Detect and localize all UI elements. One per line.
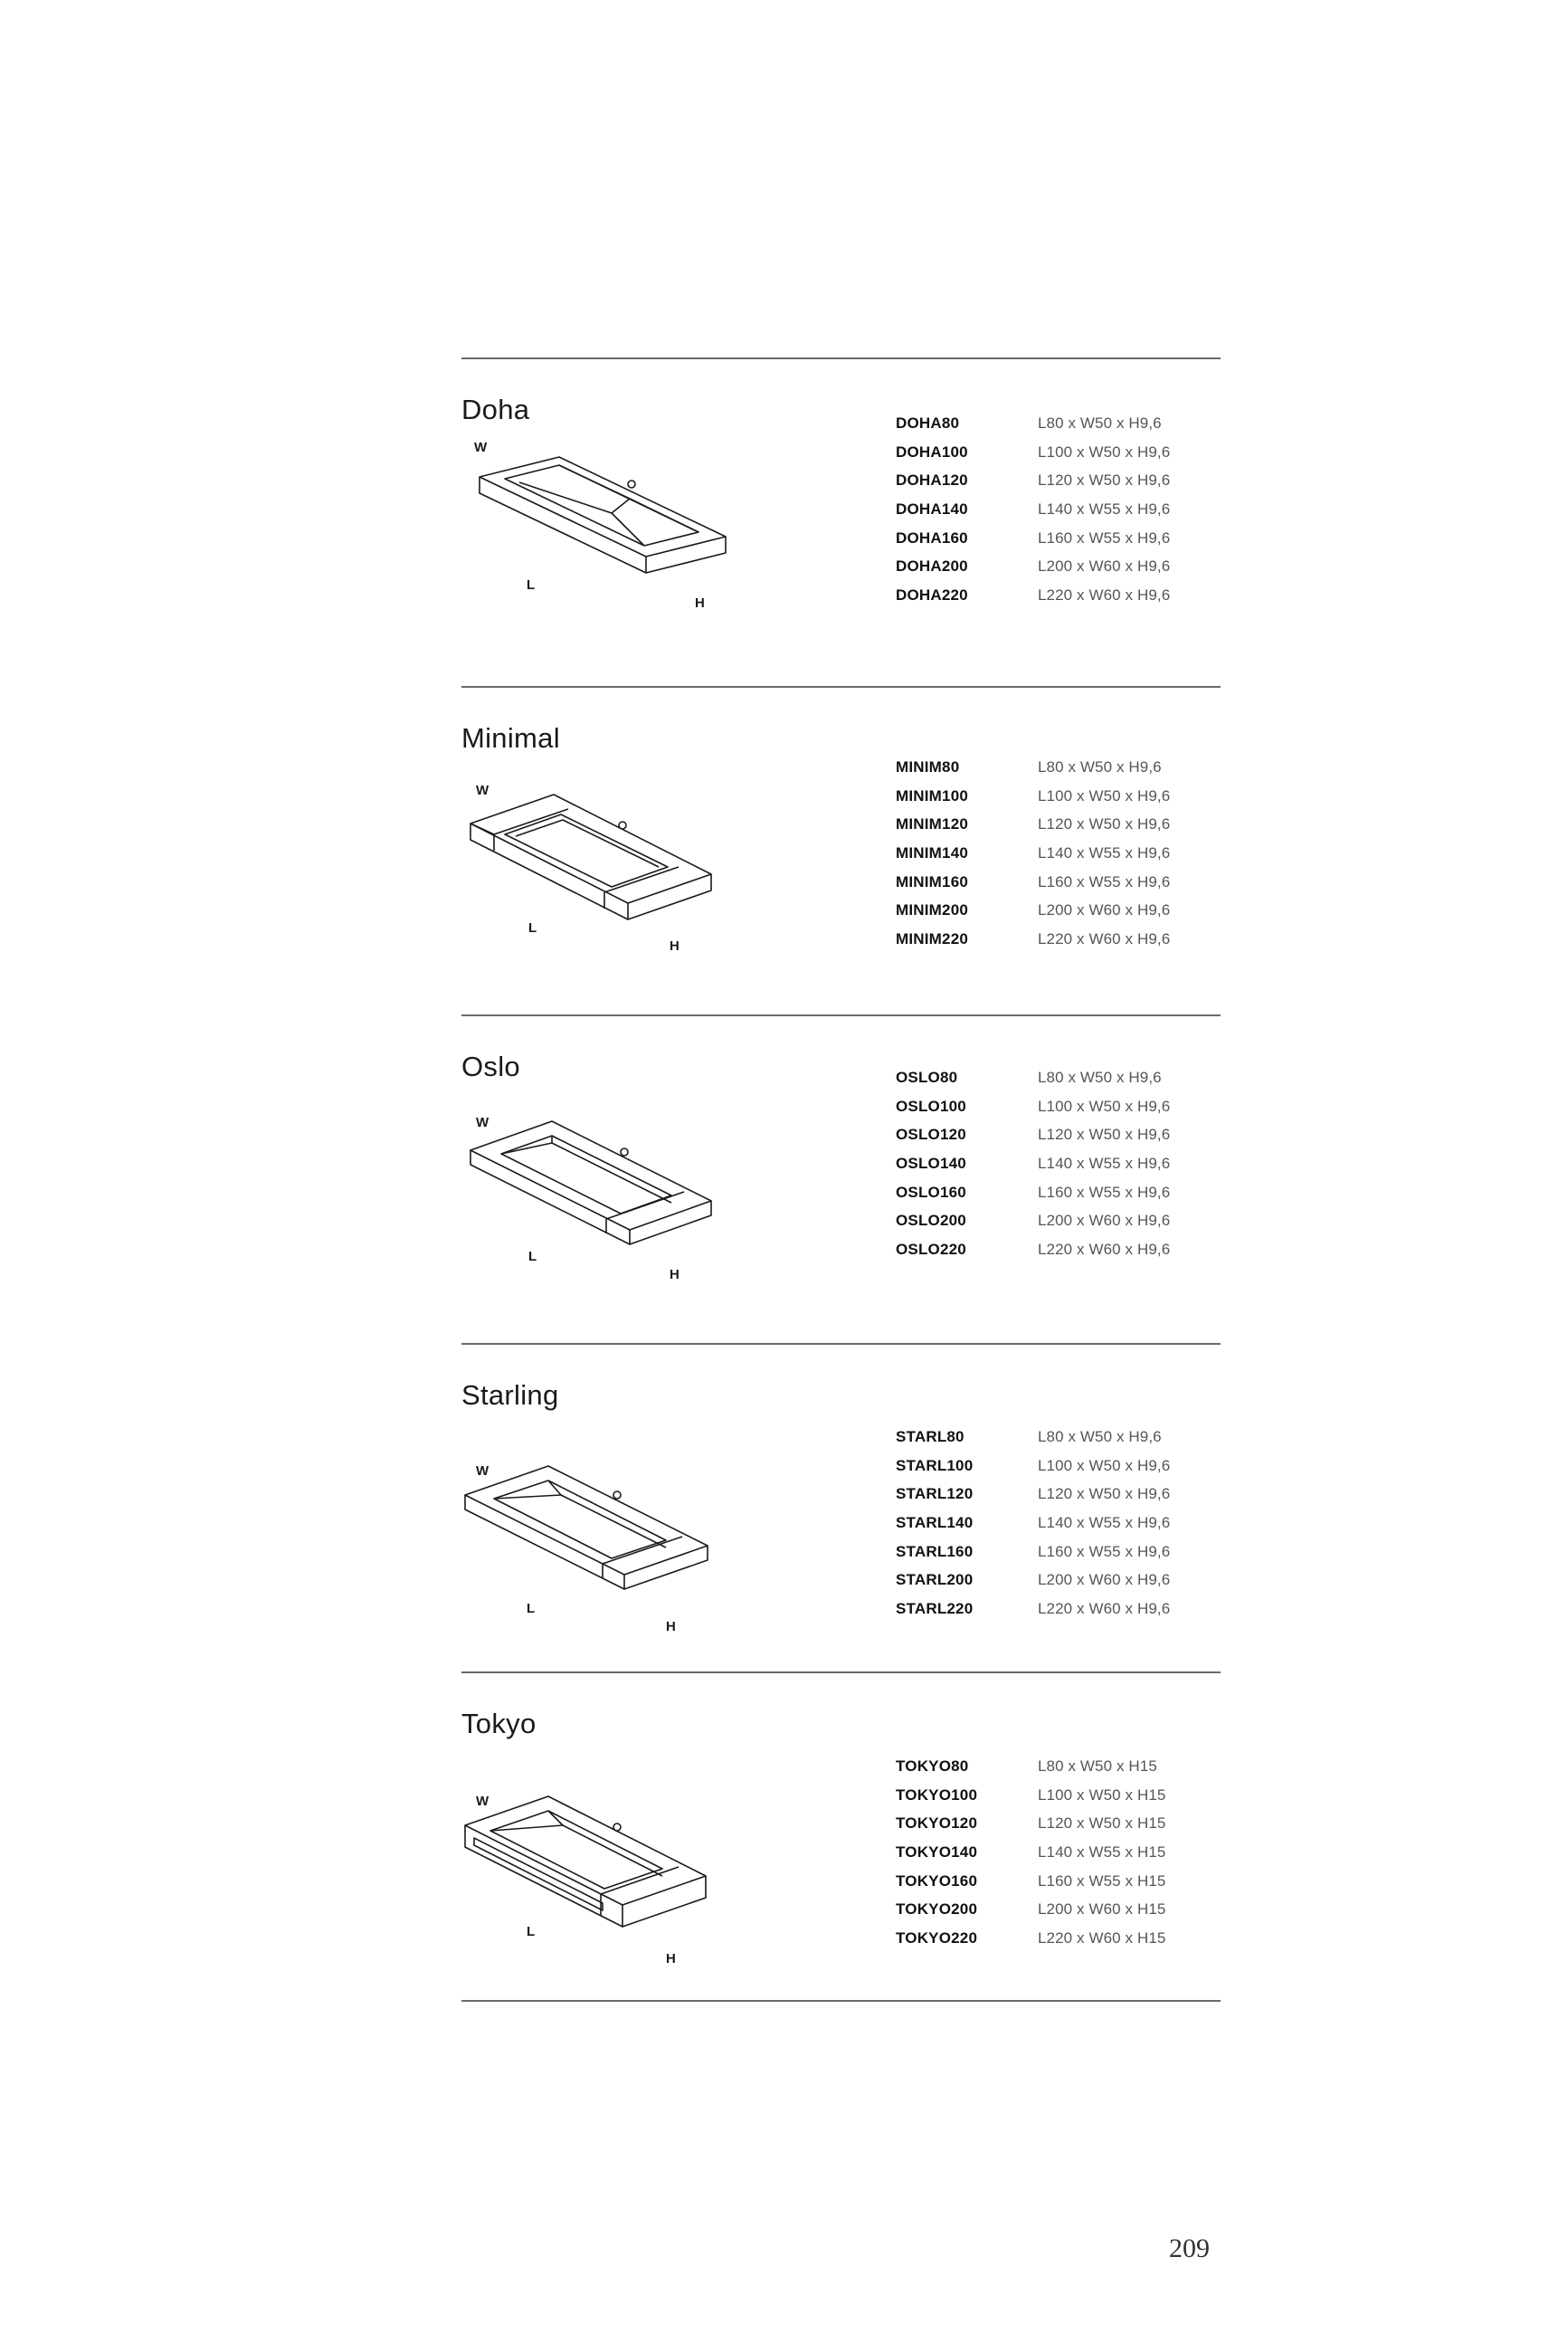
model-dimensions: L120 x W50 x H9,6: [1038, 815, 1171, 833]
model-row: [896, 1452, 1221, 1481]
starling-basin-drawing: [461, 1415, 760, 1634]
model-row: [896, 524, 1221, 553]
page-number: 209: [1169, 2233, 1210, 2263]
oslo-basin-drawing: [461, 1087, 760, 1282]
model-dimensions: L100 x W50 x H9,6: [1038, 1097, 1171, 1115]
model-dimensions: L100 x W50 x H9,6: [1038, 443, 1171, 461]
model-dimensions: L100 x W50 x H9,6: [1038, 786, 1171, 805]
doha-basin-drawing: [461, 430, 760, 620]
model-code: STARL120: [896, 1485, 974, 1503]
model-row: [896, 1120, 1221, 1149]
model-dimensions: L140 x W55 x H9,6: [1038, 843, 1171, 862]
model-code: DOHA100: [896, 443, 968, 461]
minimal-basin-drawing: [461, 758, 760, 954]
width-label: W: [476, 1794, 489, 1809]
model-list: [896, 1063, 1221, 1264]
model-list: [896, 409, 1221, 610]
model-code: STARL160: [896, 1542, 974, 1560]
model-code: STARL220: [896, 1599, 974, 1617]
section-divider: [461, 2000, 1221, 2002]
length-label: L: [528, 920, 537, 936]
model-row: [896, 1595, 1221, 1624]
model-code: OSLO100: [896, 1097, 966, 1115]
model-dimensions: L100 x W50 x H9,6: [1038, 1456, 1171, 1474]
model-row: [896, 1178, 1221, 1207]
model-dimensions: L140 x W55 x H9,6: [1038, 1154, 1171, 1172]
height-label: H: [670, 1267, 679, 1282]
length-label: L: [527, 1601, 536, 1616]
model-row: [896, 1235, 1221, 1264]
model-code: STARL80: [896, 1427, 965, 1445]
model-code: MINIM140: [896, 843, 969, 862]
model-row: [896, 925, 1221, 954]
model-row: [896, 1509, 1221, 1538]
width-label: W: [476, 1463, 489, 1479]
model-code: OSLO140: [896, 1154, 966, 1172]
model-code: MINIM80: [896, 757, 960, 776]
model-row: [896, 1781, 1221, 1810]
model-dimensions: L160 x W55 x H9,6: [1038, 528, 1171, 547]
model-dimensions: L220 x W60 x H9,6: [1038, 1240, 1171, 1258]
model-dimensions: L80 x W50 x H9,6: [1038, 757, 1162, 776]
model-code: STARL140: [896, 1513, 974, 1531]
model-code: OSLO120: [896, 1126, 966, 1144]
length-label: L: [528, 1249, 537, 1264]
width-label: W: [476, 783, 489, 798]
model-row: [896, 1149, 1221, 1178]
model-row: [896, 1809, 1221, 1838]
model-row: [896, 1538, 1221, 1566]
model-row: [896, 1206, 1221, 1235]
model-row: [896, 753, 1221, 782]
model-row: [896, 1838, 1221, 1867]
model-dimensions: L200 x W60 x H9,6: [1038, 1212, 1171, 1230]
model-dimensions: L160 x W55 x H9,6: [1038, 1542, 1171, 1560]
model-row: [896, 1895, 1221, 1924]
model-row: [896, 839, 1221, 868]
model-dimensions: L200 x W60 x H9,6: [1038, 901, 1171, 919]
model-code: MINIM220: [896, 929, 969, 947]
model-list: [896, 1752, 1221, 1953]
model-row: [896, 1480, 1221, 1509]
product-title: Doha: [461, 394, 530, 425]
width-label: W: [476, 1115, 489, 1130]
product-section-doha: [461, 357, 1221, 685]
product-title: Starling: [461, 1379, 559, 1411]
model-code: TOKYO100: [896, 1785, 978, 1804]
model-code: TOKYO220: [896, 1928, 978, 1947]
model-dimensions: L120 x W50 x H9,6: [1038, 1126, 1171, 1144]
model-row: [896, 868, 1221, 897]
model-code: TOKYO140: [896, 1843, 978, 1861]
model-code: OSLO200: [896, 1212, 966, 1230]
model-code: MINIM200: [896, 901, 969, 919]
model-row: [896, 1092, 1221, 1121]
model-row: [896, 409, 1221, 438]
model-code: OSLO80: [896, 1068, 958, 1086]
model-code: OSLO160: [896, 1183, 966, 1201]
height-label: H: [695, 595, 705, 611]
product-section-minimal: [461, 686, 1221, 1014]
model-dimensions: L80 x W50 x H9,6: [1038, 1068, 1162, 1086]
model-dimensions: L80 x W50 x H9,6: [1038, 1427, 1162, 1445]
product-title: Minimal: [461, 722, 560, 754]
width-label: W: [474, 440, 488, 455]
model-dimensions: L80 x W50 x H15: [1038, 1757, 1157, 1775]
model-code: TOKYO200: [896, 1900, 978, 1919]
model-row: [896, 552, 1221, 581]
model-list: [896, 1423, 1221, 1624]
model-row: [896, 1063, 1221, 1092]
model-row: [896, 1924, 1221, 1953]
model-row: [896, 1867, 1221, 1896]
model-dimensions: L200 x W60 x H9,6: [1038, 1571, 1171, 1589]
height-label: H: [666, 1619, 676, 1634]
model-dimensions: L160 x W55 x H9,6: [1038, 1183, 1171, 1201]
model-row: [896, 1423, 1221, 1452]
model-dimensions: L140 x W55 x H15: [1038, 1843, 1166, 1861]
model-code: TOKYO120: [896, 1814, 978, 1833]
model-code: STARL100: [896, 1456, 974, 1474]
model-row: [896, 581, 1221, 610]
product-section-oslo: [461, 1014, 1221, 1342]
model-code: TOKYO80: [896, 1757, 969, 1775]
model-code: DOHA160: [896, 528, 968, 547]
model-row: [896, 495, 1221, 524]
model-dimensions: L200 x W60 x H9,6: [1038, 557, 1171, 576]
model-dimensions: L160 x W55 x H15: [1038, 1871, 1166, 1890]
product-title: Tokyo: [461, 1708, 537, 1739]
length-label: L: [527, 1924, 536, 1939]
model-row: [896, 438, 1221, 467]
model-code: MINIM160: [896, 872, 969, 890]
model-code: DOHA200: [896, 557, 968, 576]
model-dimensions: L220 x W60 x H15: [1038, 1928, 1166, 1947]
model-dimensions: L100 x W50 x H15: [1038, 1785, 1166, 1804]
tokyo-basin-drawing: [461, 1744, 760, 1966]
model-row: [896, 1752, 1221, 1781]
height-label: H: [666, 1951, 676, 1966]
product-section-tokyo: [461, 1671, 1221, 1999]
model-dimensions: L220 x W60 x H9,6: [1038, 1599, 1171, 1617]
model-row: [896, 466, 1221, 495]
model-code: OSLO220: [896, 1240, 966, 1258]
height-label: H: [670, 938, 679, 954]
model-list: [896, 753, 1221, 954]
model-dimensions: L120 x W50 x H9,6: [1038, 1485, 1171, 1503]
product-title: Oslo: [461, 1051, 520, 1082]
model-dimensions: L200 x W60 x H15: [1038, 1900, 1166, 1919]
model-code: DOHA120: [896, 471, 968, 490]
model-dimensions: L120 x W50 x H9,6: [1038, 471, 1171, 490]
model-row: [896, 896, 1221, 925]
model-code: MINIM100: [896, 786, 969, 805]
model-row: [896, 810, 1221, 839]
product-section-starling: [461, 1343, 1221, 1671]
model-code: STARL200: [896, 1571, 974, 1589]
model-row: [896, 782, 1221, 811]
model-dimensions: L220 x W60 x H9,6: [1038, 929, 1171, 947]
model-code: DOHA140: [896, 500, 968, 518]
model-row: [896, 1566, 1221, 1595]
model-code: MINIM120: [896, 815, 969, 833]
model-dimensions: L160 x W55 x H9,6: [1038, 872, 1171, 890]
model-dimensions: L120 x W50 x H15: [1038, 1814, 1166, 1833]
model-dimensions: L220 x W60 x H9,6: [1038, 586, 1171, 604]
model-code: DOHA220: [896, 586, 968, 604]
model-dimensions: L140 x W55 x H9,6: [1038, 1513, 1171, 1531]
model-code: TOKYO160: [896, 1871, 978, 1890]
model-dimensions: L80 x W50 x H9,6: [1038, 414, 1162, 432]
model-code: DOHA80: [896, 414, 960, 432]
model-dimensions: L140 x W55 x H9,6: [1038, 500, 1171, 518]
length-label: L: [527, 577, 536, 593]
